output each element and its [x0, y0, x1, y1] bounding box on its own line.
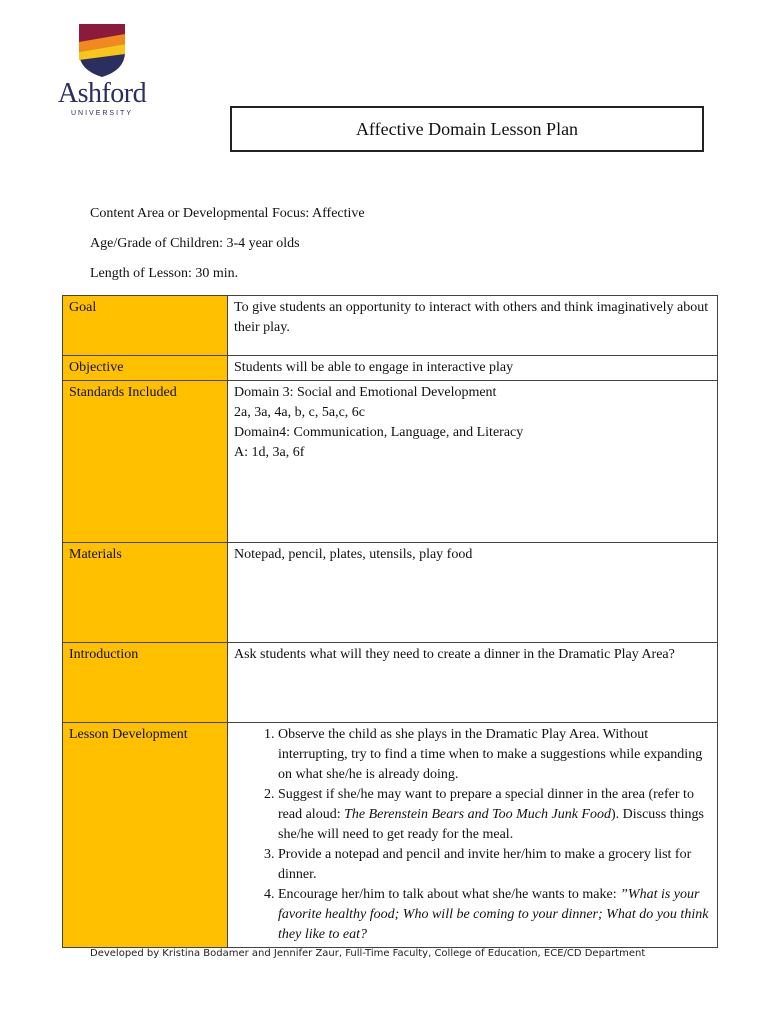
list-item	[278, 725, 711, 785]
table-row	[63, 643, 718, 723]
lesson-development-text	[228, 723, 718, 948]
standards-label: Standards Included	[63, 381, 228, 543]
introduction-label: Introduction	[63, 643, 228, 723]
steps-list	[234, 725, 711, 945]
introduction-text: Ask students what will they need to create a dinner in the Dramatic Play Area?	[228, 643, 718, 723]
lesson-development-label: Lesson Development	[63, 723, 228, 948]
step-text: Observe the child as she plays in the Dramatic Play Area. Without interrupting, try to find a time when to make a suggestions while expanding on what she/he is already doing.	[278, 727, 703, 782]
standards-line: A: 1d, 3a, 6f	[234, 445, 305, 460]
content-area: Content Area or Developmental Focus: Affective	[90, 206, 365, 221]
goal-label: Goal	[63, 296, 228, 356]
book-title: The Berenstein Bears and Too Much Junk Food	[344, 807, 611, 822]
lesson-plan-table	[62, 295, 718, 948]
logo-subtitle: UNIVERSITY	[70, 110, 133, 117]
objective-text: Students will be able to engage in interactive play	[228, 356, 718, 381]
shield-icon	[77, 22, 127, 78]
table-row	[63, 543, 718, 643]
page-footer: Developed by Kristina Bodamer and Jennifer Zaur, Full-Time Faculty, College of Education, ECE/CD Department	[90, 948, 646, 959]
table-row	[63, 381, 718, 543]
age-grade: Age/Grade of Children: 3-4 year olds	[90, 236, 300, 251]
table-row	[63, 723, 718, 948]
table-row	[63, 296, 718, 356]
standards-line: 2a, 3a, 4a, b, c, 5a,c, 6c	[234, 405, 365, 420]
table-row	[63, 356, 718, 381]
ashford-logo	[52, 22, 152, 122]
standards-line: Domain4: Communication, Language, and Literacy	[234, 425, 524, 440]
list-item	[278, 845, 711, 885]
step-text: Suggest if she/he may want to prepare a special dinner in the area (refer to read aloud:	[278, 787, 694, 822]
logo-wordmark: Ashford	[57, 78, 147, 109]
materials-label: Materials	[63, 543, 228, 643]
step-text: ). Discuss things she/he will need to get ready for the meal.	[278, 807, 704, 842]
objective-label: Objective	[63, 356, 228, 381]
lesson-length: Length of Lesson: 30 min.	[90, 266, 239, 281]
page-title: Affective Domain Lesson Plan	[230, 106, 704, 152]
materials-text: Notepad, pencil, plates, utensils, play food	[228, 543, 718, 643]
goal-text: To give students an opportunity to interact with others and think imaginatively about their play.	[228, 296, 718, 356]
standards-line: Domain 3: Social and Emotional Development	[234, 385, 497, 400]
list-item	[278, 885, 711, 945]
step-text: Provide a notepad and pencil and invite her/him to make a grocery list for dinner.	[278, 847, 692, 882]
list-item	[278, 785, 711, 845]
step-text: Encourage her/him to talk about what she/he wants to make:	[278, 887, 621, 902]
step-quote: ”What is your favorite healthy food; Who will be coming to your dinner; What do you think they like to eat?	[278, 887, 709, 942]
standards-text	[228, 381, 718, 543]
